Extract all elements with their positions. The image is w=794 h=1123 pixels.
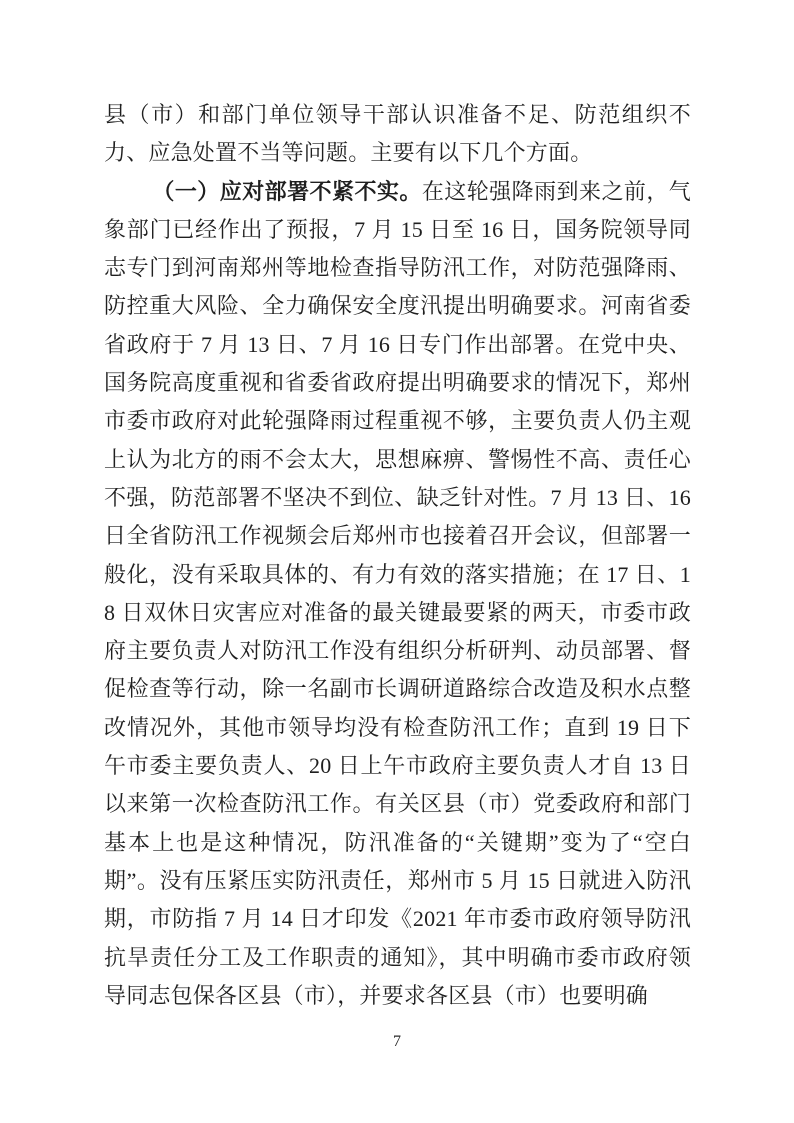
paragraph: [104, 96, 691, 173]
paragraph: [104, 173, 691, 1016]
paragraph-text: 县（市）和部门单位领导干部认识准备不足、防范组织不力、应急处置不当等问题。主要有以下几个方面。: [104, 102, 691, 166]
document-body: [104, 96, 691, 1015]
page-number: 7: [393, 1033, 401, 1050]
section-heading: （一）应对部署不紧不实。: [152, 178, 422, 204]
paragraph-text: 在这轮强降雨到来之前，气象部门已经作出了预报，7 月 15 日至 16 日，国务院领导同志专门到河南郑州等地检查指导防汛工作，对防范强降雨、防控重大风险、全力确保安全度汛提出明确要求。河南省委省政府于 7 月 13 日、7 月 16 日专门作出部署。在党中央、国务院高度重视和省委省政府提出明确要求的情况下，郑州市委市政府对此轮强降雨过程重视不够，主要负责人仍主观上认为北方的雨不会太大，思想麻痹、警惕性不高、责任心不强，防范部署不坚决不到位、缺乏针对性。7 月 13 日、16 日全省防汛工作视频会后郑州市也接着召开会议，但部署一般化，没有采取具体的、有力有效的落实措施；在 17 日、18 日双休日灾害应对准备的最关键最要紧的两天，市委市政府主要负责人对防汛工作没有组织分析研判、动员部署、督促检查等行动，除一名副市长调研道路综合改造及积水点整改情况外，其他市领导均没有检查防汛工作；直到 19 日下午市委主要负责人、20 日上午市政府主要负责人才自 13 日以来第一次检查防汛工作。有关区县（市）党委政府和部门基本上也是这种情况，防汛准备的“关键期”变为了“空白期”。没有压紧压实防汛责任，郑州市 5 月 15 日就进入防汛期，市防指 7 月 14 日才印发《2021 年市委市政府领导防汛抗旱责任分工及工作职责的通知》，其中明确市委市政府领导同志包保各区县（市），并要求各区县（市）也要明确: [104, 178, 692, 1008]
